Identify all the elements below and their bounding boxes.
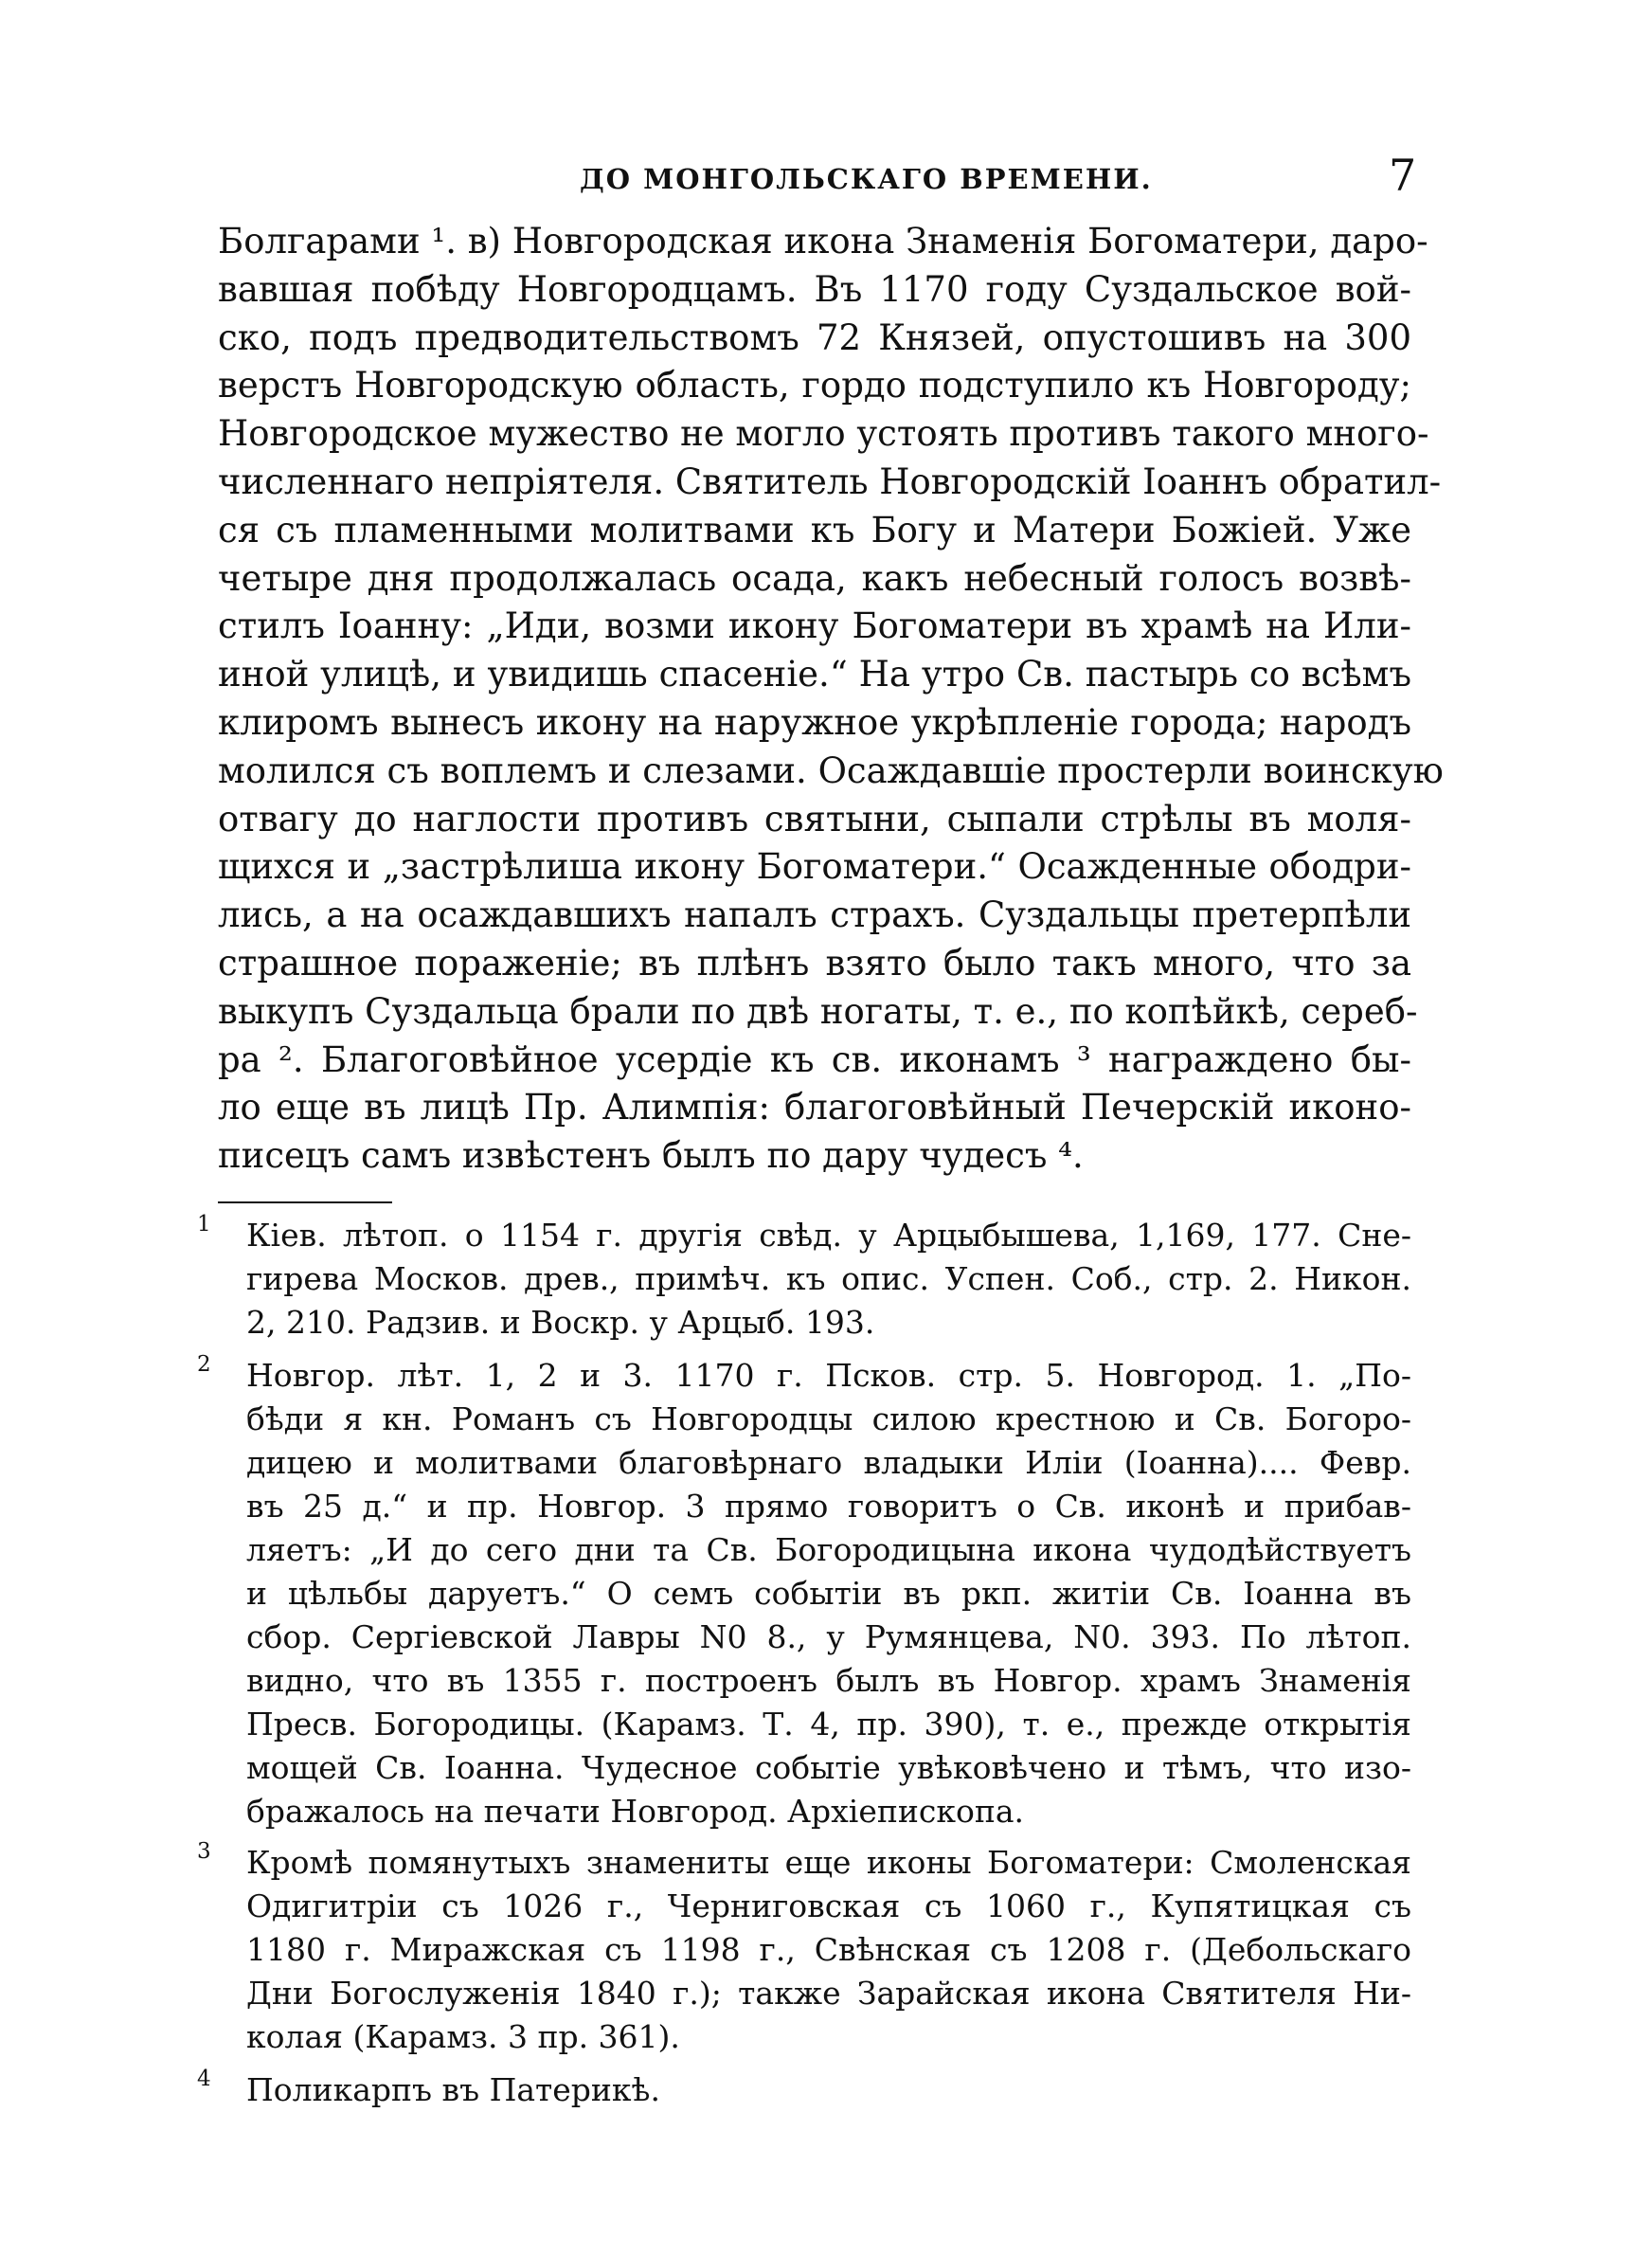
footnote-line: гирева Москов. древ., примѣч. къ опис. Успен. Соб., стр. 2. Никон.	[246, 1260, 1411, 1297]
footnote-line: 1180 г. Миражская съ 1198 г., Свѣнская съ 1208 г. (Дебольскаго	[246, 1931, 1411, 1968]
footnote-line: бражалось на печати Новгород. Архіепископа.	[246, 1793, 1024, 1830]
main-text-line: Новгородское мужество не могло устоять противъ такого много-	[218, 413, 1429, 455]
footnote-divider	[218, 1201, 392, 1203]
main-text-line: ра ². Благоговѣйное усердіе къ св. иконамъ ³ награждено бы-	[218, 1038, 1411, 1080]
footnote-line: Поликарпъ въ Патерикѣ.	[246, 2071, 660, 2108]
main-text-line: вавшая побѣду Новгородцамъ. Въ 1170 году Суздальское вой-	[218, 268, 1411, 310]
footnote-1	[197, 1214, 1411, 1345]
page-number: 7	[1389, 150, 1417, 201]
footnote-line: мощей Св. Іоанна. Чудесное событіе увѣковѣчено и тѣмъ, что изо-	[246, 1749, 1411, 1786]
footnote-3	[197, 1841, 1411, 2059]
footnote-line: Кромѣ помянутыхъ знамениты еще иконы Богоматери: Смоленская	[246, 1844, 1411, 1881]
footnote-line: видно, что въ 1355 г. построенъ былъ въ Новгор. храмъ Знаменія	[246, 1662, 1411, 1699]
footnote-mark: 4	[197, 2067, 211, 2091]
main-text-line: четыре дня продолжалась осада, какъ небесный голосъ возвѣ-	[218, 557, 1411, 599]
main-text-line: верстъ Новгородскую область, гордо подступило къ Новгороду;	[218, 365, 1411, 406]
footnote-line: бѣди я кн. Романъ съ Новгородцы силою крестною и Св. Богоро-	[246, 1400, 1411, 1437]
footnote-line: дицею и молитвами благовѣрнаго владыки Иліи (Іоанна).... Февр.	[246, 1444, 1411, 1481]
footnote-mark: 2	[197, 1352, 211, 1377]
footnote-4	[197, 2068, 1411, 2112]
footnote-line: 2, 210. Радзив. и Воскр. у Арцыб. 193.	[246, 1304, 875, 1341]
main-text-line: ло еще въ лицѣ Пр. Алимпія: благоговѣйный Печерскій иконо-	[218, 1087, 1411, 1128]
main-text-line: ся съ пламенными молитвами къ Богу и Матери Божіей. Уже	[218, 509, 1411, 551]
footnote-line: въ 25 д.“ и пр. Новгор. 3 прямо говоритъ о Св. иконѣ и прибав-	[246, 1488, 1411, 1525]
footnote-line: колая (Карамз. 3 пр. 361).	[246, 2018, 680, 2055]
running-head: ДО МОНГОЛЬСКАГО ВРЕМЕНИ.	[580, 163, 1153, 195]
main-text-line: молился съ воплемъ и слезами. Осаждавшіе простерли воинскую	[218, 749, 1444, 791]
footnotes	[197, 1214, 1411, 2112]
footnote-line: Кіев. лѣтоп. о 1154 г. другія свѣд. у Арцыбышева, 1,169, 177. Сне-	[246, 1217, 1411, 1254]
main-text-line: иной улицѣ, и увидишь спасеніе.“ На утро Св. пастырь со всѣмъ	[218, 654, 1411, 695]
main-text-line: Болгарами ¹. в) Новгородская икона Знаменія Богоматери, даро-	[218, 221, 1428, 262]
footnote-line: Дни Богослуженія 1840 г.); также Зарайская икона Святителя Ни-	[246, 1975, 1411, 2012]
main-text-line: страшное пораженіе; въ плѣнъ взято было такъ много, что за	[218, 942, 1411, 984]
footnote-line: Одигитріи съ 1026 г., Черниговская съ 1060 г., Купятицкая съ	[246, 1887, 1411, 1924]
main-text-line: отвагу до наглости противъ святыни, сыпали стрѣлы въ моля-	[218, 798, 1411, 840]
footnote-2	[197, 1354, 1411, 1833]
main-text-line: лись, а на осаждавшихъ напалъ страхъ. Суздальцы претерпѣли	[218, 894, 1411, 936]
main-text	[218, 218, 1444, 1181]
footnote-line: и цѣльбы даруетъ.“ О семъ событіи въ ркп. житіи Св. Іоанна въ	[246, 1575, 1411, 1612]
main-text-line: стилъ Іоанну: „Иди, возми икону Богоматери въ храмѣ на Или-	[218, 605, 1411, 647]
footnote-line: Новгор. лѣт. 1, 2 и 3. 1170 г. Псков. стр. 5. Новгород. 1. „По-	[246, 1357, 1411, 1394]
footnote-mark: 3	[197, 1839, 211, 1864]
main-text-line: выкупъ Суздальца брали по двѣ ногаты, т. е., по копѣйкѣ, сереб-	[218, 990, 1418, 1032]
main-text-line: численнаго непріятеля. Святитель Новгородскій Іоаннъ обратил-	[218, 460, 1442, 502]
main-text-line: писецъ самъ извѣстенъ былъ по дару чудесъ ⁴.	[218, 1135, 1084, 1177]
main-text-line: клиромъ вынесъ икону на наружное укрѣпленіе города; народъ	[218, 701, 1411, 743]
footnote-mark: 1	[197, 1212, 211, 1237]
main-text-line: щихся и „застрѣлиша икону Богоматери.“ Осажденные ободри-	[218, 846, 1411, 888]
main-text-line: ско, подъ предводительствомъ 72 Князей, опустошивъ на 300	[218, 316, 1411, 358]
footnote-line: ляетъ: „И до сего дни та Св. Богородицына икона чудодѣйствуетъ	[246, 1531, 1411, 1568]
footnote-line: Пресв. Богородицы. (Карамз. Т. 4, пр. 390), т. е., прежде открытія	[246, 1706, 1411, 1742]
footnote-line: сбор. Сергіевской Лавры N0 8., у Румянцева, N0. 393. По лѣтоп.	[246, 1618, 1411, 1655]
